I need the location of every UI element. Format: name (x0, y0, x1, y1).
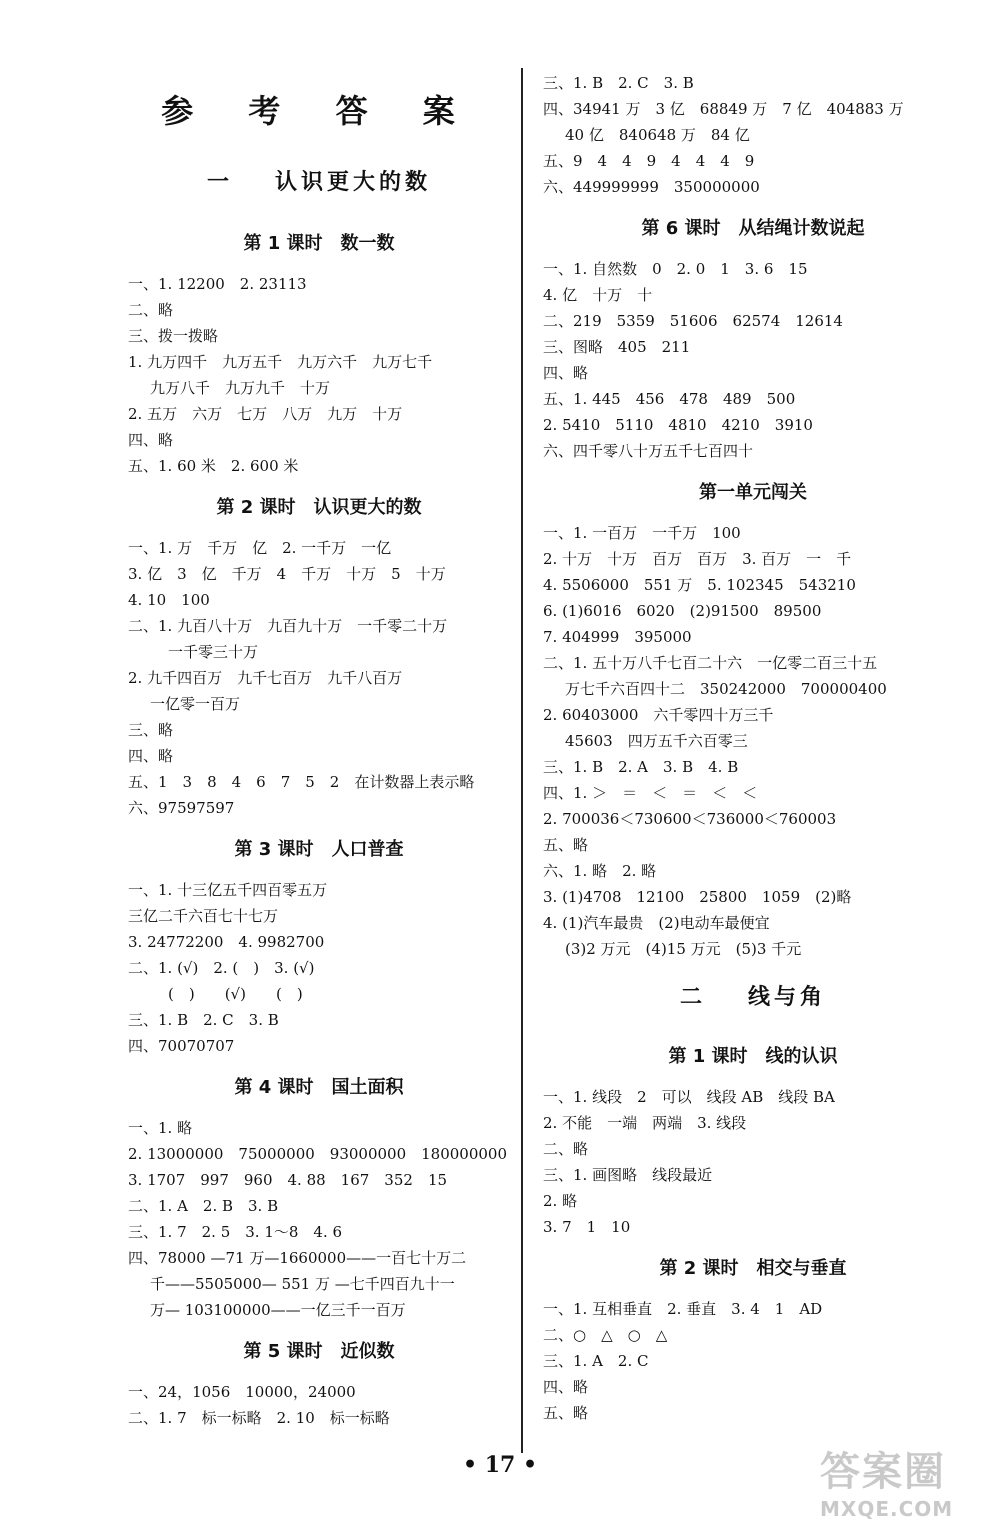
answer-line: 四、略 (543, 1378, 589, 1396)
answer-line: 一、1. 一百万 一千万 100 (543, 524, 741, 542)
lesson-heading: 第 4 课时 国土面积 (234, 1077, 404, 1098)
answer-line: 二、1. 九百八十万 九百九十万 一千零二十万 (128, 617, 448, 635)
answer-line: 一、1. 十三亿五千四百零五万 (128, 881, 328, 899)
answer-line: 一亿零一百万 (150, 695, 241, 713)
unit-name: 认识更大的数 (275, 170, 432, 195)
answer-line: 1. 九万四千 九万五千 九万六千 九万七千 (128, 353, 433, 371)
answer-line: ( ) (√) ( ) (168, 985, 303, 1003)
answer-line: 4. 10 100 (128, 591, 210, 609)
lesson-heading: 第 3 课时 人口普查 (234, 839, 404, 860)
unit-name: 线与角 (748, 985, 827, 1010)
answer-line: 五、1. 60 米 2. 600 米 (128, 457, 299, 475)
lesson-heading: 第一单元闯关 (699, 482, 807, 503)
lesson-heading: 第 2 课时 相交与垂直 (659, 1258, 847, 1279)
answer-line: 一、1. 互相垂直 2. 垂直 3. 4 1 AD (543, 1300, 823, 1318)
answer-line: 四、略 (543, 364, 589, 382)
answer-line: 九万八千 九万九千 十万 (150, 379, 331, 397)
answer-line: 3. 7 1 10 (543, 1218, 631, 1236)
answer-line: 二、略 (543, 1140, 589, 1158)
answer-line: 2. 5410 5110 4810 4210 3910 (543, 416, 813, 434)
page-number: • 17 • (462, 1452, 538, 1478)
answer-line: 万— 103100000——一亿三千一百万 (150, 1301, 406, 1319)
answer-line: 三、1. 7 2. 5 3. 1～8 4. 6 (128, 1223, 343, 1241)
answer-line: 二、1. (√) 2. ( ) 3. (√) (128, 959, 315, 977)
answer-line: 三、1. 画图略 线段最近 (543, 1166, 713, 1184)
answer-line: 六、1. 略 2. 略 (543, 862, 657, 880)
answer-line: 三、图略 405 211 (543, 338, 691, 356)
watermark-text: 答案圈 (820, 1449, 946, 1495)
answer-line: 三、1. B 2. C 3. B (543, 74, 694, 92)
answer-line: 一、1. 线段 2 可以 线段 AB 线段 BA (543, 1088, 835, 1106)
answer-line: 一、1. 自然数 0 2. 0 1 3. 6 15 (543, 260, 808, 278)
answer-line: 五、略 (543, 1404, 589, 1422)
answer-line: 2. 60403000 六千零四十万三千 (543, 706, 774, 724)
answer-line: 二、219 5359 51606 62574 12614 (543, 312, 843, 330)
answer-line: 二、1. A 2. B 3. B (128, 1197, 279, 1215)
unit-number: 一 (206, 170, 233, 195)
watermark-logo (820, 1440, 990, 1521)
answer-line: 4. 亿 十万 十 (543, 286, 653, 304)
answer-line: (3)2 万元 (4)15 万元 (5)3 千元 (565, 940, 802, 958)
lesson-1-answers (128, 271, 510, 479)
answer-line: 三、1. B 2. A 3. B 4. B (543, 758, 739, 776)
page-title: 参 考 答 案 (161, 92, 477, 130)
lesson-5-answers (128, 1379, 510, 1431)
answer-line: 一、24，1056 10000，24000 (128, 1383, 356, 1401)
answer-line: 3. 24772200 4. 9982700 (128, 933, 325, 951)
answer-line: 五、1. 445 456 478 489 500 (543, 390, 796, 408)
answer-line: 三、1. A 2. C (543, 1352, 649, 1370)
watermark-url: MXQE.COM (820, 1497, 954, 1521)
lesson-heading: 第 2 课时 认识更大的数 (216, 497, 422, 518)
lesson-5-continued-answers (543, 70, 963, 200)
answer-line: 四、70070707 (128, 1037, 235, 1055)
answer-line: 2. 十万 十万 百万 百万 3. 百万 一 千 (543, 550, 852, 568)
answer-line: 2. 九千四百万 九千七百万 九千八百万 (128, 669, 403, 687)
lesson-3-answers (128, 877, 510, 1059)
answer-line: 四、78000 —71 万—1660000——一百七十万二 (128, 1249, 467, 1267)
answer-line: 2. 不能 一端 两端 3. 线段 (543, 1114, 747, 1132)
answer-line: 五、9 4 4 9 4 4 4 9 (543, 152, 755, 170)
answer-line: 2. 13000000 75000000 93000000 180000000 (128, 1145, 508, 1163)
answer-line: 7. 404999 395000 (543, 628, 692, 646)
lesson-7-answers (543, 1084, 963, 1240)
answer-line: 3. (1)4708 12100 25800 1059 (2)略 (543, 888, 852, 906)
answer-line: 2. 略 (543, 1192, 578, 1210)
unit-title-1 (128, 167, 510, 199)
lesson-heading: 第 5 课时 近似数 (243, 1341, 395, 1362)
answer-line: 一、1. 略 (128, 1119, 193, 1137)
answer-line: 3. 1707 997 960 4. 88 167 352 15 (128, 1171, 448, 1189)
answer-line: 三、拨一拨略 (128, 327, 219, 345)
unit-title-2 (543, 982, 963, 1014)
lesson-heading: 第 6 课时 从结绳计数说起 (641, 218, 865, 239)
answer-line: 二、1. 五十万八千七百二十六 一亿零二百三十五 (543, 654, 878, 672)
answer-line: 二、略 (128, 301, 174, 319)
answer-line: 一千零三十万 (168, 643, 259, 661)
answer-line: 3. 亿 3 亿 千万 4 千万 十万 5 十万 (128, 565, 446, 583)
answer-line: 六、四千零八十万五千七百四十 (543, 442, 754, 460)
lesson-4-answers (128, 1115, 510, 1323)
answer-line: 4. 5506000 551 万 5. 102345 543210 (543, 576, 856, 594)
answer-line: 一、1. 万 千万 亿 2. 一千万 一亿 (128, 539, 392, 557)
answer-line: 2. 五万 六万 七万 八万 九万 十万 (128, 405, 403, 423)
answer-line: 四、34941 万 3 亿 68849 万 7 亿 404883 万 (543, 100, 904, 118)
answer-line: 2. 700036＜730600＜736000＜760003 (543, 810, 837, 828)
lesson-heading: 第 1 课时 数一数 (243, 233, 395, 254)
right-column (543, 0, 963, 1426)
answer-line: 四、略 (128, 431, 174, 449)
left-column (128, 0, 510, 1431)
answer-line: 6. (1)6016 6020 (2)91500 89500 (543, 602, 822, 620)
answer-line: 五、1 3 8 4 6 7 5 2 在计数器上表示略 (128, 773, 475, 791)
answer-line: 万七千六百四十二 350242000 700000400 (565, 680, 887, 698)
answer-line: 二、○ △ ○ △ (543, 1326, 668, 1344)
unit-review-answers (543, 520, 963, 962)
answer-line: 六、449999999 350000000 (543, 178, 760, 196)
answer-line: 一、1. 12200 2. 23113 (128, 275, 307, 293)
column-divider (521, 68, 523, 1453)
lesson-2-answers (128, 535, 510, 821)
answer-line: 千——5505000— 551 万 —七千四百九十一 (150, 1275, 455, 1293)
answer-line: 45603 四万五千六百零三 (565, 732, 748, 750)
unit-number: 二 (679, 985, 706, 1010)
answer-line: 4. (1)汽车最贵 (2)电动车最便宜 (543, 914, 770, 932)
lesson-8-answers (543, 1296, 963, 1426)
answer-line: 二、1. 7 标一标略 2. 10 标一标略 (128, 1409, 390, 1427)
answer-line: 四、1. ＞ ＝ ＜ ＝ ＜ ＜ (543, 784, 758, 802)
lesson-6-answers (543, 256, 963, 464)
answer-line: 40 亿 840648 万 84 亿 (565, 126, 750, 144)
answer-line: 六、97597597 (128, 799, 235, 817)
answer-line: 三亿二千六百七十七万 (128, 907, 279, 925)
answer-line: 三、1. B 2. C 3. B (128, 1011, 279, 1029)
answer-line: 五、略 (543, 836, 589, 854)
answer-line: 四、略 (128, 747, 174, 765)
lesson-heading: 第 1 课时 线的认识 (668, 1046, 838, 1067)
answer-line: 三、略 (128, 721, 174, 739)
